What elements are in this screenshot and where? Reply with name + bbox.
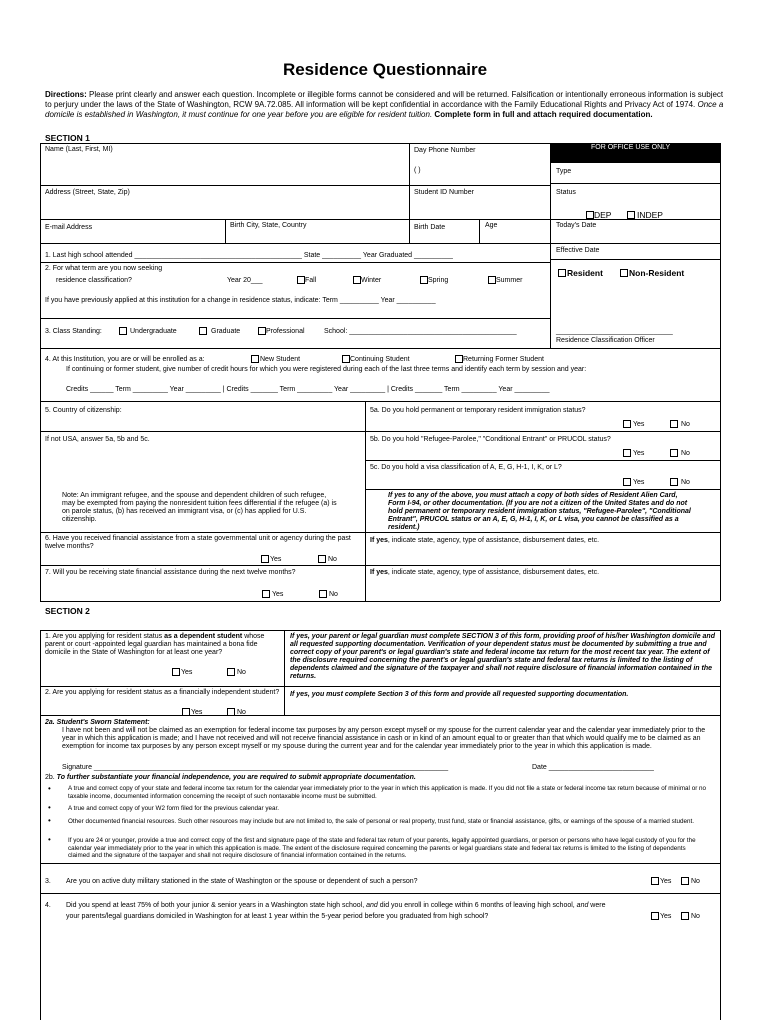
indep-label: INDEP: [637, 210, 663, 220]
q7-if-yes: If yes, indicate state, agency, type of assistance, disbursement dates, etc.: [370, 569, 600, 576]
undergraduate-checkbox[interactable]: [119, 327, 127, 335]
q5b-yes-label: Yes: [633, 450, 645, 457]
s2-q1-dependent: 1. Are you applying for resident status as a dependent student whose parent or court -appointed legal guardian has maintained a bona fide domicile in the State of Washington for at least one year?: [45, 633, 265, 656]
indep-checkbox[interactable]: [627, 211, 635, 219]
s2-2b: 2b. To further substantiate your financial independence, you are required to submit appropriate documentation.: [45, 774, 416, 781]
s2-q1-no-checkbox[interactable]: [227, 668, 235, 676]
office-use-label: FOR OFFICE USE ONLY: [591, 144, 671, 151]
credits-row: Credits ______ Term _________ Year _________ | Credits _______ Term _________ Year _________ | Credits _______ Term _________ Year _________: [66, 386, 550, 393]
q5c-yes-checkbox[interactable]: [623, 478, 631, 486]
s2-q4-yes-label: Yes: [660, 913, 672, 920]
todays-date-label: Today's Date: [556, 222, 597, 229]
page-title: Residence Questionnaire: [282, 60, 488, 79]
bullet-icon: •: [48, 803, 51, 812]
spring-label: Spring: [428, 277, 449, 284]
s2-q4-yes-checkbox[interactable]: [651, 912, 659, 920]
student-id-label: Student ID Number: [414, 189, 474, 196]
dep-label: DEP: [594, 210, 612, 220]
q7-yes-label: Yes: [272, 591, 284, 598]
fall-checkbox[interactable]: [297, 276, 305, 284]
nonresident-checkbox[interactable]: [620, 269, 628, 277]
q6-no-checkbox[interactable]: [318, 555, 326, 563]
professional-checkbox[interactable]: [258, 327, 266, 335]
undergraduate-label: Undergraduate: [130, 328, 177, 335]
s2-q2-yes-label: Yes: [191, 709, 203, 716]
school-field[interactable]: School: ___________________________________________: [324, 328, 517, 335]
address-field[interactable]: [41, 197, 407, 217]
doc-bullet-4: If you are 24 or younger, provide a true and correct copy of the first and signature page of the state and federal tax return of your parents, legally appointed guardians, or person or persons who have legal custody of you for the calendar year immediately prior to the year in which this application is made. The extent of the disclosure required concerning the parents or legal guardians state and federal tax returns is limited to the listing of dependents claimed and the signature of the taxpayer and shall not require disclosure of financial information contained in the returns.: [68, 837, 696, 859]
s2-q3-no-checkbox[interactable]: [681, 877, 689, 885]
nonresident-label: Non-Resident: [629, 268, 685, 278]
q5a-no-checkbox[interactable]: [670, 420, 678, 428]
year20-label: Year 20___: [227, 277, 263, 284]
s2-q1-yes-checkbox[interactable]: [172, 668, 180, 676]
s2-q2-if-yes: If yes, you must complete Section 3 of this form and provide all requested supporting documentation.: [290, 691, 629, 698]
not-usa-note: If not USA, answer 5a, 5b and 5c.: [45, 436, 150, 443]
q6-no-label: No: [328, 556, 337, 563]
status-label: Status: [556, 189, 576, 196]
q4-enrolled: 4. At this Institution, you are or will be enrolled as a:: [45, 356, 205, 363]
professional-label: Professional: [266, 328, 305, 335]
bullet-icon: •: [48, 816, 51, 825]
age-label: Age: [485, 222, 498, 229]
s2-q3-num: 3.: [45, 878, 51, 885]
q5b-no-label: No: [681, 450, 690, 457]
q5c-no-label: No: [681, 479, 690, 486]
email-label: E-mail Address: [45, 224, 93, 231]
fall-label: Fall: [305, 277, 317, 284]
section2-label: SECTION 2: [45, 606, 90, 616]
attach-documentation-note: If yes to any of the above, you must attach a copy of both sides of Resident Alien Card, Form I-94, or other documentation. (If you are not a citizen of the United States and do not hold permanent or temporary resident immigration status, "Refugee-Parolee", "Conditional Entrant", PRUCOL status or an A, E, G, H-1, I, K, or L visa, you cannot be classified as a resident.): [388, 492, 691, 531]
q7-no-label: No: [329, 591, 338, 598]
q7-financial-assistance: 7. Will you be receiving state financial assistance during the next twelve months?: [45, 569, 296, 576]
new-student-label: New Student: [260, 356, 301, 363]
bullet-icon: •: [48, 784, 51, 793]
s2-q3-yes-label: Yes: [660, 878, 672, 885]
birth-date-label: Birth Date: [414, 224, 446, 231]
resident-checkbox[interactable]: [558, 269, 566, 277]
s2-q1-yes-label: Yes: [181, 669, 193, 676]
s2-q3-yes-checkbox[interactable]: [651, 877, 659, 885]
spring-checkbox[interactable]: [420, 276, 428, 284]
officer-line: ______________________________: [556, 328, 673, 335]
address-label: Address (Street, State, Zip): [45, 189, 130, 196]
name-field[interactable]: [41, 155, 407, 185]
q7-no-checkbox[interactable]: [319, 590, 327, 598]
date-field[interactable]: Date ___________________________: [532, 764, 654, 771]
returning-student-checkbox[interactable]: [455, 355, 463, 363]
dep-checkbox[interactable]: [586, 211, 594, 219]
officer-label: Residence Classification Officer: [556, 337, 655, 344]
winter-checkbox[interactable]: [353, 276, 361, 284]
name-field-label: Name (Last, First, MI): [45, 146, 113, 153]
q5b: 5b. Do you hold "Refugee-Parolee," "Conditional Entrant" or PRUCOL status?: [370, 436, 611, 443]
graduate-checkbox[interactable]: [199, 327, 207, 335]
q2-term: 2. For what term are you now seeking: [45, 265, 163, 272]
continuing-student-label: Continuing Student: [350, 356, 410, 363]
s2-q4-no-label: No: [691, 913, 700, 920]
type-label: Type: [556, 168, 572, 175]
s2-q2-independent: 2. Are you applying for resident status as a financially independent student?: [45, 689, 280, 696]
doc-bullet-3: Other documented financial resources. Such other resources may include but are not limited to, the sale of personal or real property, trust fund, state or financial assistance, gifts, or earnings of the spouse of a married student.: [68, 818, 695, 825]
bullet-icon: •: [48, 835, 51, 844]
s2-q4-num: 4.: [45, 902, 51, 909]
signature-field[interactable]: Signature ___________________________________________________________________________________________: [62, 764, 449, 771]
q4-credit-hours: If continuing or former student, give number of credit hours for which you were registered during each of the last three terms and identify each term by session and year:: [66, 366, 587, 373]
s2-q4-high-school: Did you spend at least 75% of both your junior & senior years in a Washington state high school, and did you enroll in college within 6 months of leaving high school, and were: [66, 902, 606, 909]
s2-q3-no-label: No: [691, 878, 700, 885]
sworn-statement-label: 2a. Student's Sworn Statement:: [45, 719, 150, 726]
day-phone-label: Day Phone Number: [414, 147, 476, 154]
q5b-yes-checkbox[interactable]: [623, 449, 631, 457]
previously-applied: If you have previously applied at this institution for a change in residence status, indicate: Term __________ Year __________: [45, 297, 436, 304]
doc-bullet-1: A true and correct copy of your state and federal income tax return for the calendar year immediately prior to the year in which this application is made. If you did not file a state or federal income tax return because of minimal or no taxable income, documented information concerning the receipt of such nontaxable income must be submitted.: [68, 785, 707, 800]
phone-paren: ( ): [414, 167, 421, 174]
s2-q4-no-checkbox[interactable]: [681, 912, 689, 920]
section1-label: SECTION 1: [45, 133, 90, 143]
q3-class-standing: 3. Class Standing:: [45, 328, 102, 335]
day-phone-field[interactable]: [411, 158, 548, 183]
email-field[interactable]: [41, 231, 223, 242]
continuing-student-checkbox[interactable]: [342, 355, 350, 363]
q5a: 5a. Do you hold permanent or temporary resident immigration status?: [370, 407, 586, 414]
q5c-no-checkbox[interactable]: [670, 478, 678, 486]
effective-date-label: Effective Date: [556, 247, 600, 254]
q5b-no-checkbox[interactable]: [670, 449, 678, 457]
s2-q1-if-yes: If yes, your parent or legal guardian must complete SECTION 3 of this form, providing proof of his/her Washington domicile and all requested supporting documentation. Verification of your dependent status must be documented by submitting a true and correct copy of your parent's or legal guardian's state and federal income tax return for the most recent tax year. The extent of the disclosure required concerning the parent's or legal guardian's state and federal tax returns is limited to the listing of dependents claimed and the signature of the taxpayer and shall not require disclosure of financial information contained in the returns.: [290, 633, 715, 680]
q5c: 5c. Do you hold a visa classification of A, E, G, H-1, I, K, or L?: [370, 464, 562, 471]
birth-city-label: Birth City, State, Country: [230, 222, 307, 229]
graduate-label: Graduate: [211, 328, 241, 335]
doc-bullet-2: A true and correct copy of your W2 form filed for the previous calendar year.: [68, 805, 280, 812]
q6-yes-label: Yes: [270, 556, 282, 563]
s2-q4-line2: your parents/legal guardians domiciled in Washington for at least 1 year within the 5-year period before you graduated from high school?: [66, 913, 489, 920]
directions: Directions: Please print clearly and answer each question. Incomplete or illegible forms cannot be considered and will be returned. Falsification or intentionally erroneous information is subject to perjury under the laws of the State of Washington, RCW 9A.72.085. All information will be kept confidential in accordance with the Family Educational Rights and Privacy Act of 1974. Once a domicile is established in Washington, it must continue for one year before you are eligible for resident tuition. Complete form in full and attach required documentation.: [45, 90, 724, 119]
s2-q1-no-label: No: [237, 669, 246, 676]
refugee-note: Note: An immigrant refugee, and the spouse and dependent children of such refugee, may be exempted from paying the nonresident tuition fees differential if the refugee (a) is on parole status, (b) has received an immigrant visa, or (c) has applied for U.S. citizenship.: [62, 492, 337, 523]
q6-yes-checkbox[interactable]: [261, 555, 269, 563]
q2-term-b: residence classification?: [56, 277, 132, 284]
q5a-no-label: No: [681, 421, 690, 428]
student-id-field[interactable]: [411, 197, 548, 217]
returning-student-label: Returning Former Student: [463, 356, 544, 363]
q7-yes-checkbox[interactable]: [262, 590, 270, 598]
winter-label: Winter: [361, 277, 382, 284]
q5c-yes-label: Yes: [633, 479, 645, 486]
q1-high-school: 1. Last high school attended ___________________________________________ State __________ Year Graduated __________: [45, 252, 453, 259]
summer-checkbox[interactable]: [488, 276, 496, 284]
new-student-checkbox[interactable]: [251, 355, 259, 363]
q5a-yes-label: Yes: [633, 421, 645, 428]
q5a-yes-checkbox[interactable]: [623, 420, 631, 428]
resident-label: Resident: [567, 268, 603, 278]
summer-label: Summer: [496, 277, 523, 284]
q5-citizenship: 5. Country of citizenship:: [45, 407, 122, 414]
s2-q2-no-label: No: [237, 709, 246, 716]
q6-if-yes: If yes, indicate state, agency, type of assistance, disbursement dates, etc.: [370, 537, 600, 544]
q6-financial-assistance: 6. Have you received financial assistance from a state governmental unit or agency during the past twelve months?: [45, 535, 351, 550]
sworn-statement-text: I have not been and will not be claimed as an exemption for federal income tax purposes by any person except myself or my spouse for the current calendar year and the calendar year immediately prior to the year in which this application is made; and I have not received and will not receive financial assistance in cash or in kind of an amount equal to or greater than that which would qualify me to be claimed as an exemption for income tax purposes by any person except myself or my spouse during the current year and for the calendar year immediately prior to the year in which this application is made.: [62, 727, 706, 750]
s2-q3-military: Are you on active duty military stationed in the state of Washington or the spouse or dependent of such a person?: [66, 878, 418, 885]
